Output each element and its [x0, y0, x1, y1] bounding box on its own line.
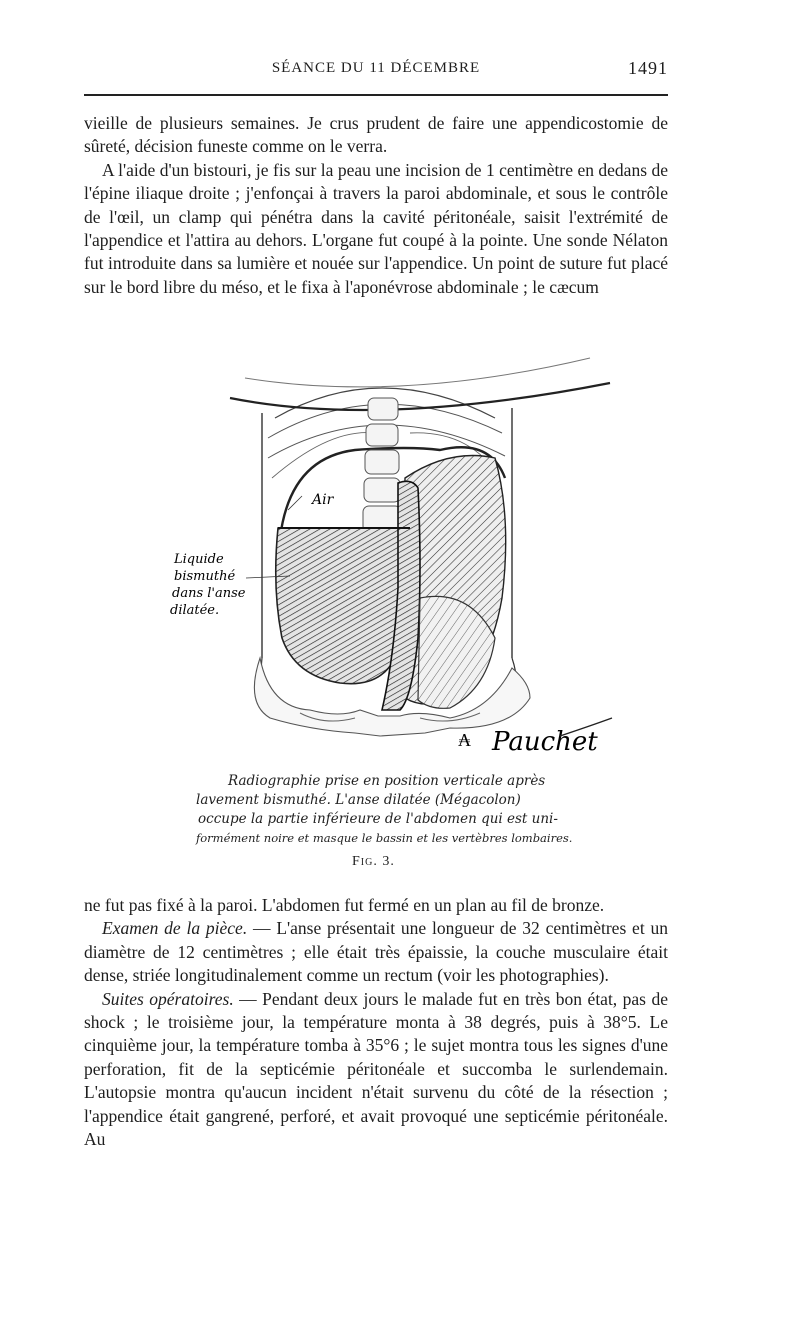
- label-liquid-line: Liquide: [174, 552, 224, 567]
- figure-label: Fig. 3.: [352, 854, 395, 869]
- paragraph: A l'aide d'un bistouri, je fis sur la peau une incision de 1 centimètre en dedans de l'épine iliaque droite ; j'enfonçai à travers la paroi abdominale, et sous le contrôle de l'œil, un clamp qui pénétra dans la cavité péritonéale, saisit l'extrémité de l'appendice et l'attira au dehors. L'organe fut coupé à la pointe. Une sonde Nélaton fut introduite dans sa lumière et nouée sur l'appendice. Un point de suture fut placé sur le bord libre du méso, et le fixa à l'aponévrose abdominale ; le cæcum: [84, 159, 668, 297]
- radiograph-figure: [150, 338, 630, 778]
- paragraph-suites: [84, 988, 668, 1152]
- label-liquid-line: dans l'anse: [172, 586, 246, 601]
- page-number: 1491: [628, 58, 668, 78]
- caption-line: formément noire et masque le bassin et les vertèbres lombaires.: [196, 831, 573, 845]
- header-rule: [84, 94, 668, 96]
- figure-caption: [196, 772, 596, 848]
- paragraph-text: — L'anse présentait une longueur de 32 centimètres et un diamètre de 12 centimètres ; elle était très épaissie, la couche musculaire était dense, striée longitudinalement comme un rectum (voir les photographies).: [84, 918, 668, 986]
- text-block-top: [84, 112, 668, 299]
- caption-line: lavement bismuthé. L'anse dilatée (Mégacolon): [196, 792, 521, 808]
- text-block-bottom: [84, 894, 668, 1151]
- page-header: [84, 58, 668, 84]
- caption-line: Radiographie prise en position verticale après: [228, 773, 546, 789]
- running-title: SÉANCE DU 11 DÉCEMBRE: [271, 60, 481, 76]
- paragraph: ne fut pas fixé à la paroi. L'abdomen fut fermé en un plan au fil de bronze.: [84, 895, 605, 915]
- monogram-icon: ₳: [458, 730, 471, 751]
- label-air: Air: [312, 492, 334, 508]
- label-liquid-line: dilatée.: [170, 603, 220, 618]
- section-heading: Examen de la pièce.: [102, 918, 248, 939]
- label-liquid-line: bismuthé: [174, 569, 236, 584]
- caption-line: occupe la partie inférieure de l'abdomen qui est uni-: [198, 811, 558, 827]
- paragraph-text: — Pendant deux jours le malade fut en très bon état, pas de shock ; le troisième jour, la température monta à 38 degrés, puis à 38°5. Le cinquième jour, la température tomba à 35°6 ; le sujet montra tous les signes d'une perforation, fit de la septicémie péritonéale et succomba le surlendemain. L'autopsie montra qu'aucun incident n'était survenu du côté de la résection ; l'appendice était gangrené, perforé, et avait provoqué une septicémie péritonéale. Au: [84, 988, 668, 1150]
- signature: Pauchet: [492, 727, 598, 757]
- paragraph: vieille de plusieurs semaines. Je crus prudent de faire une appendicostomie de sûreté, décision funeste comme on le verra.: [84, 113, 668, 157]
- paragraph-exam: [84, 917, 668, 987]
- section-heading: Suites opératoires.: [102, 988, 234, 1009]
